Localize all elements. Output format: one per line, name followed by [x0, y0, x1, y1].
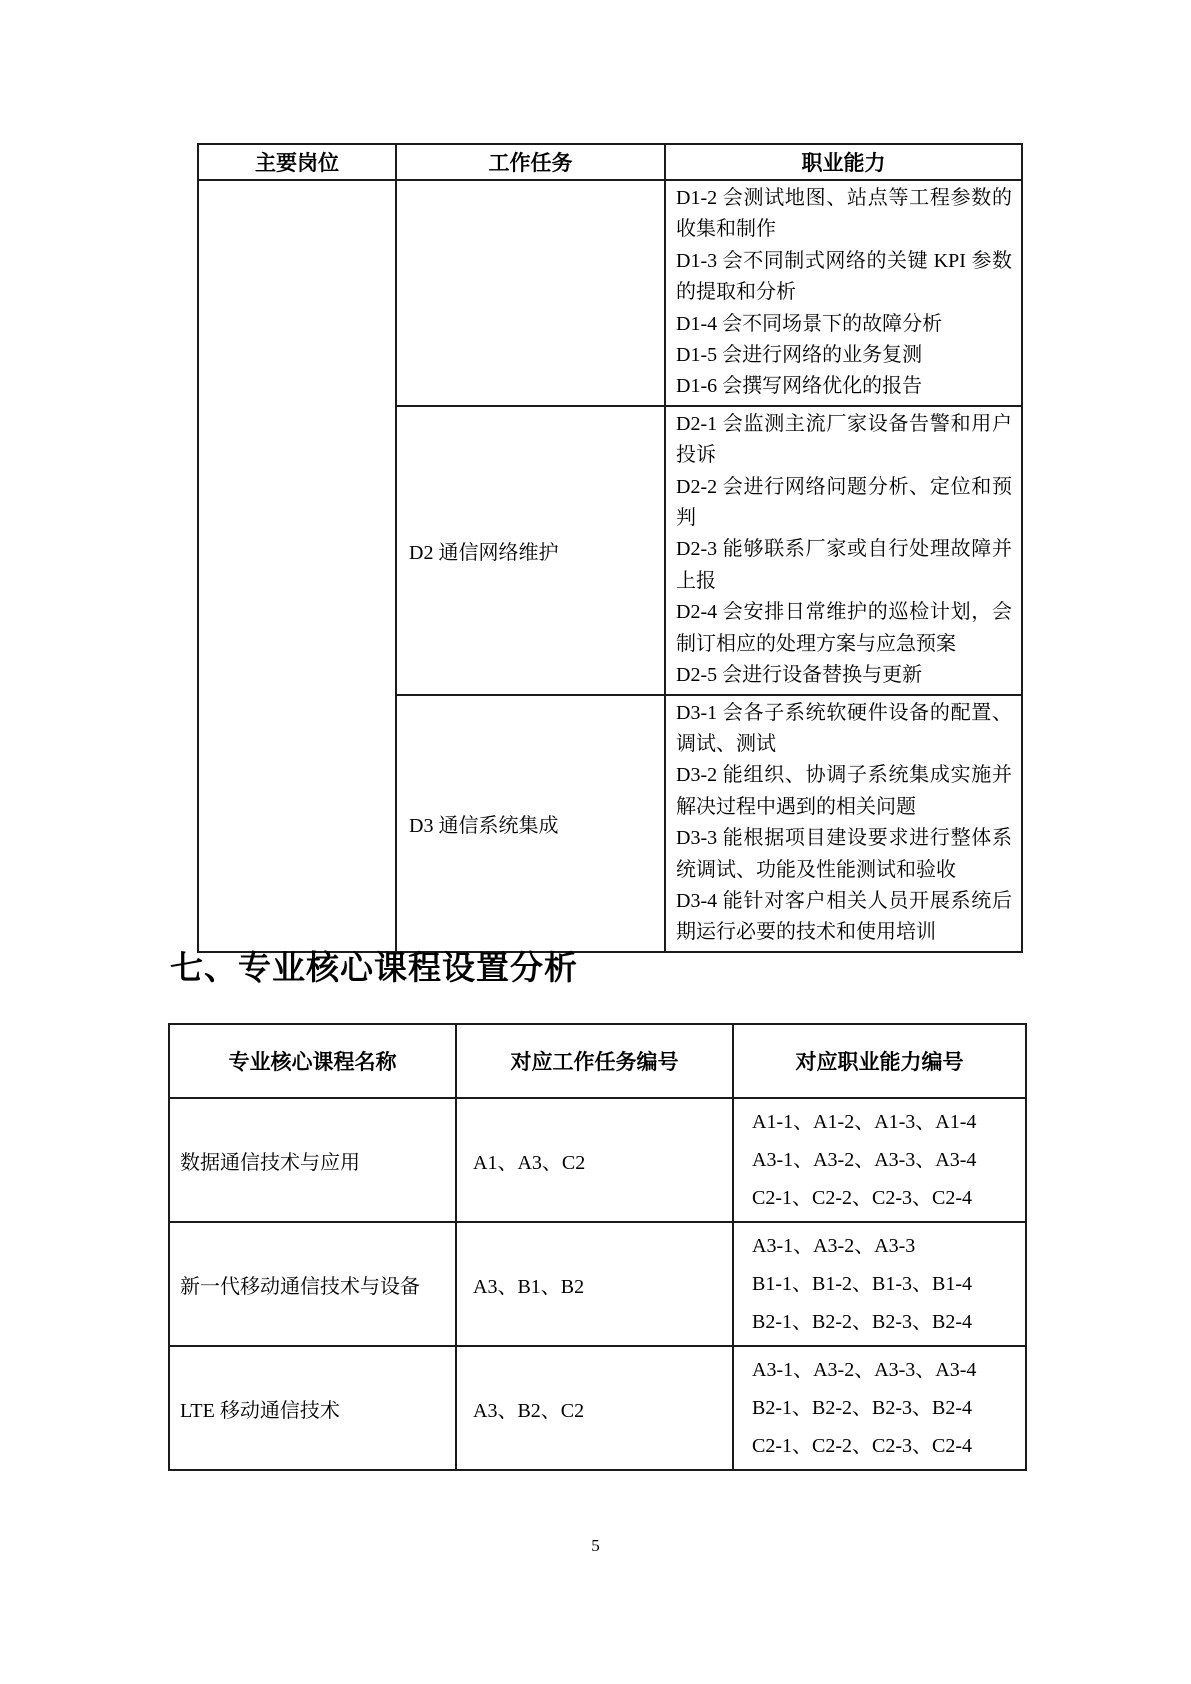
ability-item: D3-1 会各子系统软硬件设备的配置、调试、测试: [676, 701, 1012, 755]
table2-header-row: [169, 1024, 1026, 1098]
table2-row-2: [169, 1222, 1026, 1346]
ability-item: D2-5 会进行设备替换与更新: [676, 664, 923, 687]
ability-codes: [733, 1346, 1026, 1470]
ability-code-line: B2-1、B2-2、B2-3、B2-4: [752, 1397, 972, 1419]
ability-item: D2-4 会安排日常维护的巡检计划，会制订相应的处理方案与应急预案: [676, 601, 1012, 655]
table2-row-3: [169, 1346, 1026, 1470]
ability-item: D3-4 能针对客户相关人员开展系统后期运行必要的技术和使用培训: [676, 889, 1012, 944]
ability-item: D2-1 会监测主流厂家设备告警和用户投诉: [676, 412, 1012, 467]
table1-header-post: 主要岗位: [198, 144, 396, 180]
course-name: 数据通信技术与应用: [169, 1098, 456, 1222]
ability-code-line: A3-1、A3-2、A3-3: [752, 1235, 916, 1257]
job-task-ability-table: [197, 143, 1023, 953]
ability-code-line: B1-1、B1-2、B1-3、B1-4: [752, 1273, 972, 1295]
ability-code-line: A3-1、A3-2、A3-3、A3-4: [752, 1359, 977, 1381]
table2-header-ability-codes: 对应职业能力编号: [733, 1024, 1026, 1098]
task-codes: A3、B2、C2: [456, 1346, 733, 1470]
table2-row-1: [169, 1098, 1026, 1222]
ability-code-line: B2-1、B2-2、B2-3、B2-4: [752, 1311, 972, 1333]
table1-header-ability: 职业能力: [665, 144, 1022, 180]
table1-header-row: [198, 144, 1022, 180]
table1-task-cell-d3: D3 通信系统集成: [396, 695, 665, 952]
ability-item: D1-4 会不同场景下的故障分析: [676, 312, 943, 335]
table1-header-task: 工作任务: [396, 144, 665, 180]
page-number: 5: [591, 1536, 600, 1555]
table1-task-cell-d2: D2 通信网络维护: [396, 406, 665, 695]
table1-ability-cell-d3: [665, 695, 1022, 952]
ability-item: D2-2 会进行网络问题分析、定位和预判: [676, 475, 1012, 530]
table1-ability-cell-d2: [665, 406, 1022, 695]
table1-task-cell-d1: [396, 180, 665, 406]
ability-item: D2-3 能够联系厂家或自行处理故障并上报: [676, 538, 1012, 592]
ability-code-line: C2-1、C2-2、C2-3、C2-4: [752, 1187, 972, 1209]
task-codes: A1、A3、C2: [456, 1098, 733, 1222]
ability-code-line: C2-1、C2-2、C2-3、C2-4: [752, 1435, 972, 1457]
section-heading: 七、专业核心课程设置分析: [170, 949, 578, 986]
course-name: 新一代移动通信技术与设备: [169, 1222, 456, 1346]
table1-post-cell: [198, 180, 396, 952]
task-codes: A3、B1、B2: [456, 1222, 733, 1346]
ability-codes: [733, 1222, 1026, 1346]
ability-code-line: A3-1、A3-2、A3-3、A3-4: [752, 1149, 977, 1171]
ability-item: D3-2 能组织、协调子系统集成实施并解决过程中遇到的相关问题: [676, 764, 1012, 818]
ability-item: D1-5 会进行网络的业务复测: [676, 344, 923, 367]
ability-item: D1-2 会测试地图、站点等工程参数的收集和制作: [676, 187, 1012, 241]
table1-row-d1: [198, 180, 1022, 406]
ability-code-line: A1-1、A1-2、A1-3、A1-4: [752, 1111, 977, 1133]
table2-header-course: 专业核心课程名称: [169, 1024, 456, 1098]
ability-item: D1-6 会撰写网络优化的报告: [676, 375, 923, 398]
course-name: LTE 移动通信技术: [169, 1346, 456, 1470]
table1-ability-cell-d1: [665, 180, 1022, 406]
ability-item: D1-3 会不同制式网络的关键 KPI 参数的提取和分析: [676, 249, 1012, 304]
ability-item: D3-3 能根据项目建设要求进行整体系统调试、功能及性能测试和验收: [676, 827, 1012, 881]
core-course-mapping-table: [168, 1023, 1027, 1471]
table2-header-task-codes: 对应工作任务编号: [456, 1024, 733, 1098]
ability-codes: [733, 1098, 1026, 1222]
